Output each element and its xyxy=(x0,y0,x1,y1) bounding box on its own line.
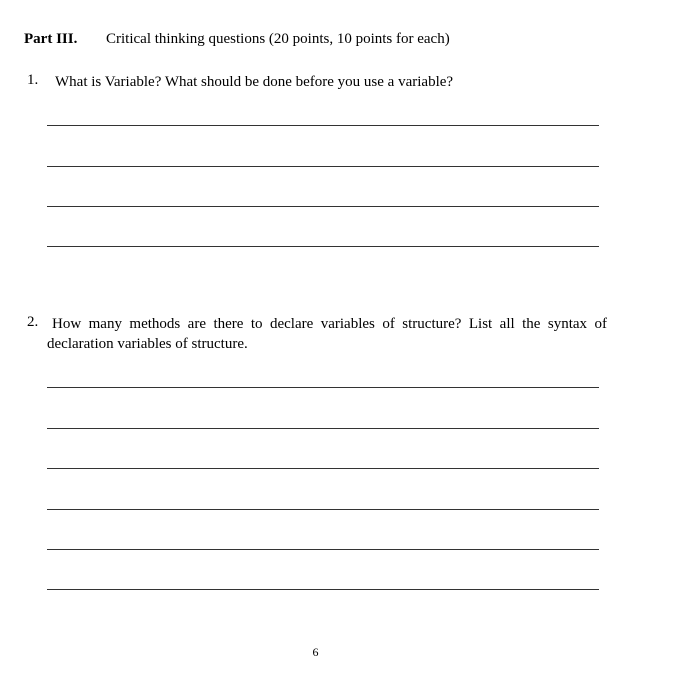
question-1-answer-line xyxy=(47,125,599,126)
question-2-answer-line xyxy=(47,549,599,550)
question-2-answer-line xyxy=(47,589,599,590)
question-2-number: 2. xyxy=(27,314,39,330)
question-1-answer-line xyxy=(47,246,599,247)
part-label: Part III. xyxy=(24,31,78,47)
question-2-text: How many methods are there to declare variables of structure? List all the syntax of declaration variables of structure. xyxy=(47,316,607,352)
part-title: Critical thinking questions (20 points, 10 points for each) xyxy=(106,31,450,47)
question-2-answer-line xyxy=(47,428,599,429)
page-number: 6 xyxy=(312,645,319,659)
question-2-answer-line xyxy=(47,509,599,510)
question-1-number: 1. xyxy=(27,72,39,88)
question-2-answer-line xyxy=(47,387,599,388)
question-2-answer-line xyxy=(47,468,599,469)
question-1-answer-line xyxy=(47,206,599,207)
question-1-answer-line xyxy=(47,166,599,167)
question-1-text: What is Variable? What should be done before you use a variable? xyxy=(55,74,454,90)
